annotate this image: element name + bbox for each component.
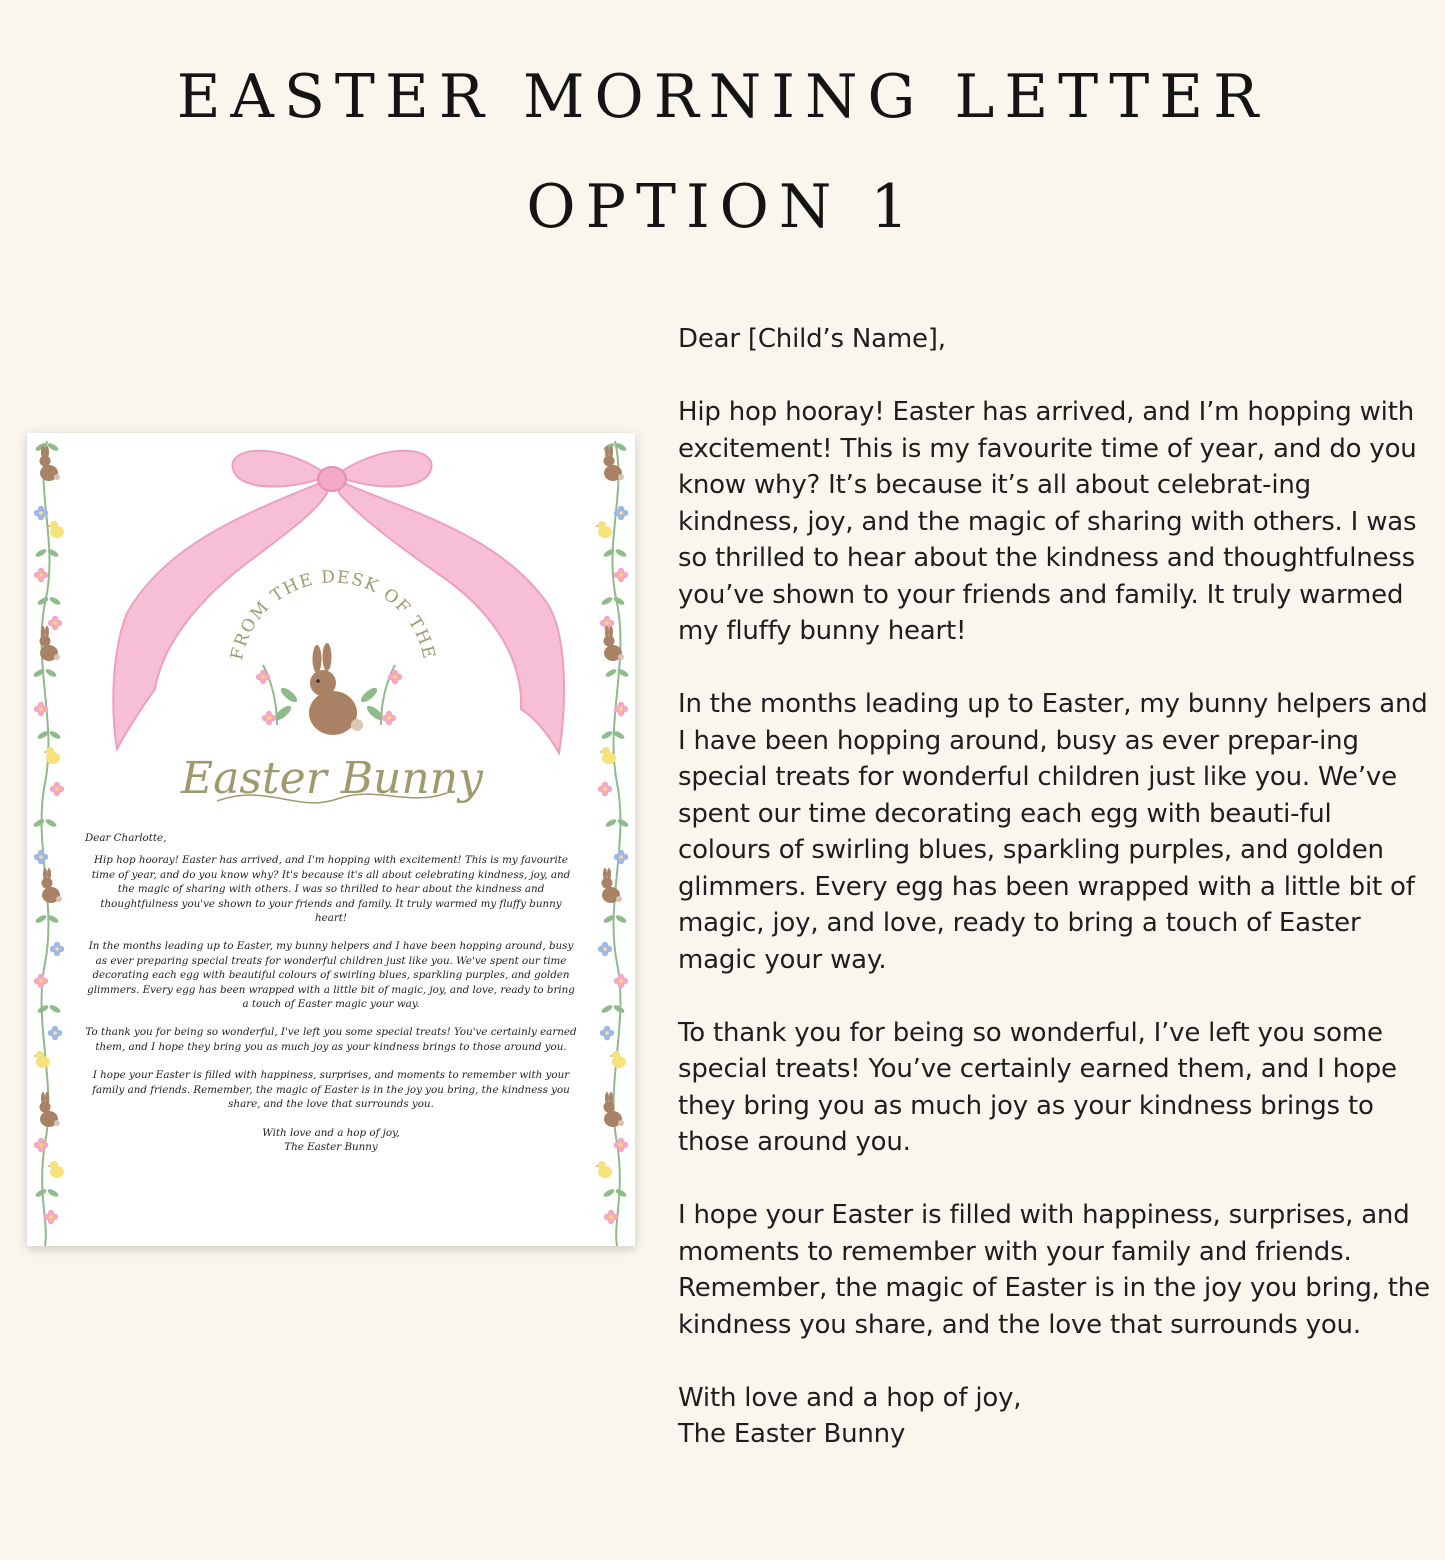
letter-paragraph: Hip hop hooray! Easter has arrived, and I’m hopping with excitement! This is my favourite time of year, and do you know why? It’s because it’s all about celebrat-ing kindness, joy, and the magic of sharing with others. I was so thrilled to hear about the kindness and thoughtfulness you’ve shown to your friends and family. It truly warmed my fluffy bunny heart! [678,397,1417,646]
letter-preview-card [27,433,635,1246]
page-title-line-2: OPTION 1 [526,172,919,242]
letter-greeting: Dear [Child’s Name], [678,324,946,354]
page-title-line-1: EASTER MORNING LETTER [176,62,1269,132]
preview-paragraph: To thank you for being so wonderful, I've left you some special treats! You've certainly earned them, and I hope they bring you as much joy as your kindness brings to those around you. [85,1026,577,1053]
letter-text [678,321,1430,1453]
preview-letter-body [85,831,577,1154]
preview-paragraph: Hip hop hooray! Easter has arrived, and I'm hopping with excitement! This is my favourite time of year, and do you know why? It's because it's all about celebrating kindness, joy, and the magic of sharing with others. I was so thrilled to hear about the kindness and thoughtfulness you've shown to your friends and family. It truly warmed my fluffy bunny heart! [91,854,571,925]
preview-paragraph: In the months leading up to Easter, my bunny helpers and I have been hopping around, busy as ever preparing special treats for wonderful children just like you. We've spent our time decorating each egg with beautiful colours of swirling blues, sparkling purples, and golden glimmers. Every egg has been wrapped with a little bit of magic, joy, and love, ready to bring a touch of Easter magic your way. [87,940,575,1011]
bunny-emblem-icon [256,643,402,735]
letter-closing [678,1380,1430,1453]
letter-signature: The Easter Bunny [678,1419,906,1449]
letter-closing-line: With love and a hop of joy, [678,1382,1022,1413]
letter-paragraph: I hope your Easter is filled with happiness, surprises, and moments to remember with your family and friends. Remember, the magic of Easter is in the joy you bring, the kindness you share, and the love that surrounds you. [678,1200,1430,1340]
left-border-ornaments [33,442,65,1224]
preview-closing: With love and a hop of joy, [262,1126,400,1139]
preview-signature: The Easter Bunny [284,1140,378,1153]
preview-paragraph: I hope your Easter is filled with happiness, surprises, and moments to remember with your family and friends. Remember, the magic of Easter is in the joy you bring, the kindness you share, and the love that surrounds you. [92,1069,570,1111]
letterhead-arc-text: FROM THE DESK OF THE [227,567,439,662]
preview-greeting: Dear Charlotte, [85,832,167,844]
letter-paragraph: To thank you for being so wonderful, I’ve left you some special treats! You’ve certainly earned them, and I hope they bring you as much joy as your kindness brings to those around you. [678,1017,1397,1157]
letterhead-name-text: Easter Bunny [181,753,483,804]
letter-paragraph: In the months leading up to Easter, my bunny helpers and I have been hopping around, busy as ever prepar-ing special treats for wonderful children just like you. We’ve spent our time decorating each egg with beauti-ful colours of swirling blues, sparkling purples, and golden glimmers. Every egg has been wrapped with a little bit of magic, joy, and love, ready to bring a touch of Easter magic your way. [678,689,1428,975]
